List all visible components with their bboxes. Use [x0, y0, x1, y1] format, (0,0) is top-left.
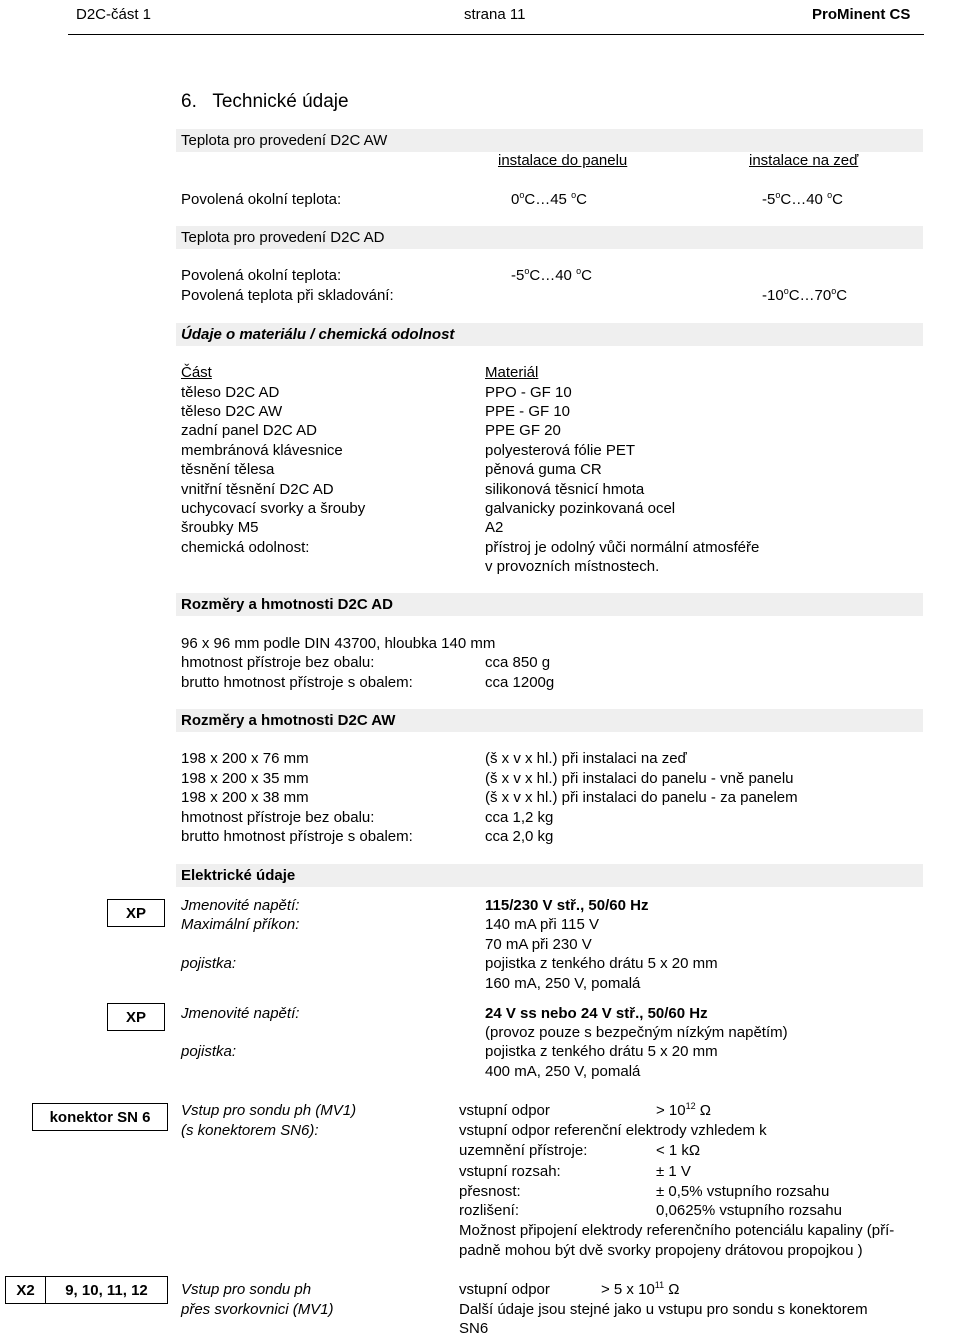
dim-aw-row-value: (š x v x hl.) při instalaci na zeď: [485, 750, 687, 767]
ad-temp-value: -5$^o$C…40 $^o$C: [511, 266, 592, 284]
ph2-note: Další údaje jsou stejné jako u vstupu pro sondu s konektorem: [459, 1301, 868, 1318]
ph2-subtitle: přes svorkovnici (MV1): [181, 1301, 334, 1318]
storage-temp-value: -10$^o$C…70$^o$C: [762, 286, 848, 304]
storage-temp-label: Povolená teplota při skladování:: [181, 287, 394, 304]
xp2-fuse-value: pojistka z tenkého drátu 5 x 20 mm: [485, 1043, 718, 1060]
material-row-material: galvanicky pozinkovaná ocel: [485, 500, 676, 517]
xp1-power-value: 70 mA při 230 V: [485, 936, 592, 953]
xp1-fuse-label: pojistka:: [181, 955, 237, 972]
material-row-material: PPO - GF 10: [485, 384, 572, 401]
dim-aw-row-label: 198 x 200 x 76 mm: [181, 750, 309, 767]
ph1-row-label: vstupní rozsah:: [459, 1163, 561, 1180]
ph1-title: Vstup pro sondu ph (MV1): [181, 1102, 357, 1119]
aw-temp-label: Povolená okolní teplota:: [181, 191, 342, 208]
ad-temp-label: Povolená okolní teplota:: [181, 267, 342, 284]
material-row-material-cont: v provozních místnostech.: [485, 558, 660, 575]
material-row-part: těleso D2C AD: [181, 384, 280, 401]
dim-ad-weight-label: hmotnost přístroje bez obalu:: [181, 654, 375, 671]
material-row-part: chemická odolnost:: [181, 539, 310, 556]
ph1-row-label: vstupní odpor referenční elektrody vzhledem k: [459, 1122, 767, 1139]
xp1-power-value: 140 mA při 115 V: [485, 916, 599, 933]
xp2-fuse-value: 400 mA, 250 V, pomalá: [485, 1063, 641, 1080]
header-rule: [68, 34, 924, 35]
xp2-voltage-label: Jmenovité napětí:: [181, 1005, 300, 1022]
material-row-part: vnitřní těsnění D2C AD: [181, 481, 334, 498]
material-row-part: šroubky M5: [181, 519, 259, 536]
ph2-impedance-label: vstupní odpor: [459, 1281, 550, 1298]
dim-aw-row-value: cca 1,2 kg: [485, 809, 554, 826]
ph1-row-label: uzemnění přístroje:: [459, 1142, 588, 1159]
material-row-material: PPE - GF 10: [485, 403, 571, 420]
ph1-row-label: přesnost:: [459, 1183, 521, 1200]
material-row-part: uchycovací svorky a šrouby: [181, 500, 366, 517]
materials-col-part: Část: [181, 364, 212, 381]
dim-ad-size: 96 x 96 mm podle DIN 43700, hloubka 140 mm: [181, 635, 496, 652]
dim-aw-heading: Rozměry a hmotnosti D2C AW: [181, 712, 396, 729]
ph1-note: padně mohou být dvě svorky propojeny drátovou propojkou ): [459, 1242, 863, 1259]
dim-aw-row-label: 198 x 200 x 38 mm: [181, 789, 309, 806]
terminal-x2-box: X2: [5, 1276, 46, 1304]
ph1-impedance-value: > $10^{12}$ Ω: [656, 1101, 712, 1119]
dim-aw-row-label: brutto hmotnost přístroje s obalem:: [181, 828, 413, 845]
xp1-fuse-value: pojistka z tenkého drátu 5 x 20 mm: [485, 955, 718, 972]
aw-temp-heading: Teplota pro provedení D2C AW: [181, 132, 388, 149]
ph1-row-value: 0,0625% vstupního rozsahu: [656, 1202, 842, 1219]
connector-sn6-box: konektor SN 6: [32, 1103, 168, 1131]
material-row-material: přístroj je odolný vůči normální atmosféře: [485, 539, 760, 556]
header-right: ProMinent CS: [812, 6, 911, 23]
dim-ad-gross-value: cca 1200g: [485, 674, 555, 691]
ph1-row-value: < 1 kΩ: [656, 1142, 701, 1159]
xp-terminal-box: XP: [107, 899, 165, 927]
ph2-impedance-value: > 5 x $10^{11}$ Ω: [601, 1280, 680, 1298]
ph1-row-value: ± 0,5% vstupního rozsahu: [656, 1183, 830, 1200]
dim-aw-row-label: 198 x 200 x 35 mm: [181, 770, 309, 787]
dim-ad-heading: Rozměry a hmotnosti D2C AD: [181, 596, 393, 613]
aw-col-wall: instalace na zeď: [749, 152, 859, 169]
ad-temp-heading: Teplota pro provedení D2C AD: [181, 229, 385, 246]
xp2-voltage-value: 24 V ss nebo 24 V stř., 50/60 Hz: [485, 1005, 708, 1022]
material-row-material: PPE GF 20: [485, 422, 561, 439]
section-title: 6. Technické údaje: [181, 91, 349, 112]
ph1-row-label: vstupní odpor: [459, 1102, 550, 1119]
aw-temp-wall-value: -5$^o$C…40 $^o$C: [762, 190, 843, 208]
xp-terminal-box: XP: [107, 1003, 165, 1031]
ph1-note: Možnost připojení elektrody referenčního potenciálu kapaliny (pří-: [459, 1222, 895, 1239]
xp1-voltage-label: Jmenovité napětí:: [181, 897, 300, 914]
material-row-material: pěnová guma CR: [485, 461, 602, 478]
header-page-number: strana 11: [464, 6, 526, 23]
dim-aw-row-value: (š x v x hl.) při instalaci do panelu - za panelem: [485, 789, 798, 806]
dim-aw-row-value: cca 2,0 kg: [485, 828, 554, 845]
dim-aw-row-label: hmotnost přístroje bez obalu:: [181, 809, 375, 826]
ph2-title: Vstup pro sondu ph: [181, 1281, 312, 1298]
xp2-fuse-label: pojistka:: [181, 1043, 237, 1060]
aw-col-panel: instalace do panelu: [498, 152, 628, 169]
ph1-row-label: rozlišení:: [459, 1202, 520, 1219]
xp1-power-label: Maximální příkon:: [181, 916, 300, 933]
dim-ad-gross-label: brutto hmotnost přístroje s obalem:: [181, 674, 413, 691]
xp1-voltage-value: 115/230 V stř., 50/60 Hz: [485, 897, 649, 914]
material-row-part: zadní panel D2C AD: [181, 422, 317, 439]
material-row-material: silikonová těsnicí hmota: [485, 481, 645, 498]
aw-temp-panel-value: 0$^o$C…45 $^o$C: [511, 190, 587, 208]
dim-ad-weight-value: cca 850 g: [485, 654, 551, 671]
material-row-part: těleso D2C AW: [181, 403, 283, 420]
materials-col-material: Materiál: [485, 364, 539, 381]
ph2-note: SN6: [459, 1320, 489, 1337]
header-left: D2C-část 1: [76, 6, 152, 23]
xp2-voltage-note: (provoz pouze s bezpečným nízkým napětím): [485, 1024, 788, 1041]
electrical-heading: Elektrické údaje: [181, 867, 296, 884]
material-row-part: membránová klávesnice: [181, 442, 343, 459]
materials-heading: Údaje o materiálu / chemická odolnost: [181, 326, 455, 343]
dim-aw-row-value: (š x v x hl.) při instalaci do panelu - vně panelu: [485, 770, 794, 787]
ph1-subtitle: (s konektorem SN6):: [181, 1122, 319, 1139]
material-row-material: polyesterová fólie PET: [485, 442, 636, 459]
terminal-pins-box: 9, 10, 11, 12: [45, 1276, 168, 1304]
material-row-material: A2: [485, 519, 504, 536]
material-row-part: těsnění tělesa: [181, 461, 275, 478]
xp1-fuse-value: 160 mA, 250 V, pomalá: [485, 975, 641, 992]
ph1-row-value: ± 1 V: [656, 1163, 691, 1180]
